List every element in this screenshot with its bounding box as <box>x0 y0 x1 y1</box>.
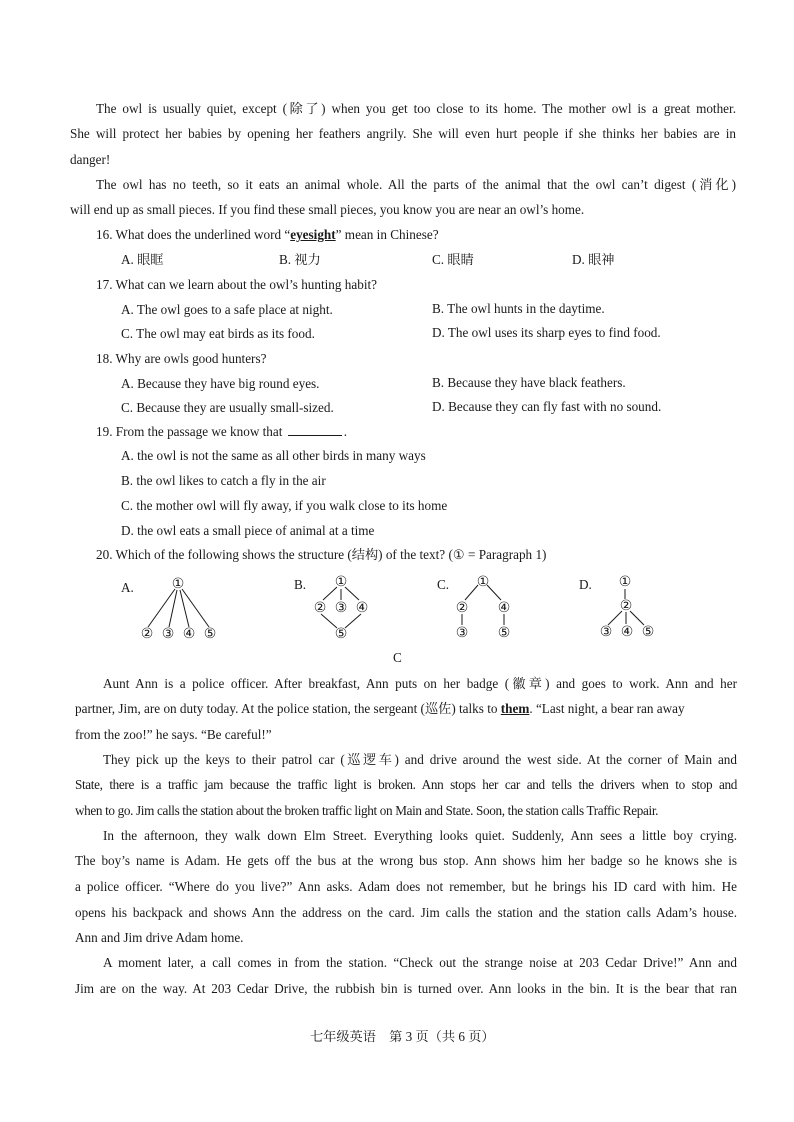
q19-option-b[interactable]: B. the owl likes to catch a fly in the air <box>121 473 326 488</box>
diagram-d-node-5: ⑤ <box>641 624 655 640</box>
q18-option-a[interactable]: A. Because they have big round eyes. <box>121 376 320 391</box>
section-c-p2-line2: State, there is a traffic jam because the traffic light is broken. Ann stops her car and tells the drivers when to stop and <box>75 777 737 792</box>
q20-option-a-label[interactable]: A. <box>121 580 134 595</box>
q17-option-b[interactable]: B. The owl hunts in the daytime. <box>432 301 605 316</box>
diagram-b-node-3: ③ <box>334 600 348 616</box>
section-c-p1-line2-pre: partner, Jim, are on duty today. At the police station, the sergeant (巡佐) talks to <box>75 701 498 716</box>
passage-b-p1-line3: danger! <box>70 152 111 167</box>
diagram-d-node-4: ④ <box>620 624 634 640</box>
diagram-a[interactable] <box>148 589 209 627</box>
diagram-b-node-1: ① <box>334 574 348 590</box>
section-c-p1-line1: Aunt Ann is a police officer. After breakfast, Ann puts on her badge (徽章) and goes to work. Ann and her <box>103 676 737 691</box>
q20-option-d-label[interactable]: D. <box>579 577 592 592</box>
q18-option-b[interactable]: B. Because they have black feathers. <box>432 375 626 390</box>
diagram-d-node-1: ① <box>618 574 632 590</box>
q17-option-c[interactable]: C. The owl may eat birds as its food. <box>121 326 315 341</box>
section-c-p4-line2: Jim are on the way. At 203 Cedar Drive, the rubbish bin is turned over. Ann looks in the bin. It is the bear that ran <box>75 981 737 996</box>
diagram-a-node-2: ② <box>140 626 154 642</box>
passage-b-p1-line2: She will protect her babies by opening her feathers angrily. She will even hurt people if she thinks her babies are in <box>70 126 736 141</box>
diagram-b-node-2: ② <box>313 600 327 616</box>
diagram-a-node-4: ④ <box>182 626 196 642</box>
diagram-b-node-4: ④ <box>355 600 369 616</box>
q20-stem: 20. Which of the following shows the structure (结构) of the text? (① = Paragraph 1) <box>96 547 547 562</box>
section-c-p1-line2-post: . “Last night, a bear ran away <box>529 701 685 716</box>
diagram-a-node-5: ⑤ <box>203 626 217 642</box>
section-c-heading: C <box>393 650 402 665</box>
diagram-d-node-3: ③ <box>599 624 613 640</box>
q20-option-c-label[interactable]: C. <box>437 577 450 592</box>
diagram-d-node-2: ② <box>619 598 633 614</box>
section-c-p2-line3: when to go. Jim calls the station about the broken traffic light on Main and State. Soon, the station calls Traffic Repair. <box>75 803 659 818</box>
diagram-c-node-3: ③ <box>455 625 469 641</box>
q16-option-d[interactable]: D. 眼神 <box>572 252 615 267</box>
q16-option-c[interactable]: C. 眼睛 <box>432 252 474 267</box>
section-c-p3-line3: a police officer. “Where do you live?” Ann asks. Adam does not remember, but he brings his ID card with him. He <box>75 879 737 894</box>
q18-option-d[interactable]: D. Because they can fly fast with no sound. <box>432 399 662 414</box>
section-c-p4-line1: A moment later, a call comes in from the station. “Check out the strange noise at 203 Cedar Drive!” Ann and <box>103 955 737 970</box>
diagram-c-node-5: ⑤ <box>497 625 511 641</box>
section-c-p2-line1: They pick up the keys to their patrol car (巡逻车) and drive around the west side. At the corner of Main and <box>103 752 737 767</box>
section-c-p3-line5: Ann and Jim drive Adam home. <box>75 930 244 945</box>
q16-stem-post: ” mean in Chinese? <box>335 227 439 242</box>
q19-option-c[interactable]: C. the mother owl will fly away, if you walk close to its home <box>121 498 448 513</box>
section-c-p3-line1: In the afternoon, they walk down Elm Street. Everything looks quiet. Suddenly, Ann sees a little boy crying. <box>103 828 737 843</box>
q19-stem-post: . <box>343 424 348 439</box>
q19-option-a[interactable]: A. the owl is not the same as all other birds in many ways <box>121 448 426 463</box>
diagram-a-node-1: ① <box>171 576 185 592</box>
q19-option-d[interactable]: D. the owl eats a small piece of animal at a time <box>121 523 375 538</box>
section-c-p1-line2 <box>75 701 685 717</box>
section-c-underlined-word: them <box>500 701 530 716</box>
section-c-p3-line2: The boy’s name is Adam. He gets off the bus at the wrong bus stop. Ann shows him her badge so he knows she is <box>75 853 737 868</box>
passage-b-p1-line1: The owl is usually quiet, except (除了) when you get too close to its home. The mother owl is a great mother. <box>96 101 736 116</box>
page-footer: 七年级英语 第 3 页（共 6 页） <box>310 1029 495 1044</box>
passage-b-p2-line1: The owl has no teeth, so it eats an animal whole. All the parts of the animal that the owl can’t digest (消化) <box>96 177 736 192</box>
diagram-c-node-1: ① <box>476 574 490 590</box>
q17-option-d[interactable]: D. The owl uses its sharp eyes to find food. <box>432 325 661 340</box>
q16-option-a[interactable]: A. 眼眶 <box>121 252 164 267</box>
diagram-c-node-2: ② <box>455 600 469 616</box>
q16-stem-pre: 16. What does the underlined word “ <box>96 227 291 242</box>
q18-stem: 18. Why are owls good hunters? <box>96 351 267 366</box>
section-c-p1-line3: from the zoo!” he says. “Be careful!” <box>75 727 272 742</box>
diagram-b-node-5: ⑤ <box>334 626 348 642</box>
section-c-p3-line4: opens his backpack and shows Ann the address on the card. Jim calls the station and the station calls Adam’s house. <box>75 905 737 920</box>
passage-b-p2-line2: will end up as small pieces. If you find these small pieces, you know you are near an owl’s home. <box>70 202 585 217</box>
q18-option-c[interactable]: C. Because they are usually small-sized. <box>121 400 334 415</box>
q19-stem-pre: 19. From the passage we know that <box>96 424 283 439</box>
q17-option-a[interactable]: A. The owl goes to a safe place at night. <box>121 302 333 317</box>
q16-underlined-word: eyesight <box>290 227 336 242</box>
q16-option-b[interactable]: B. 视力 <box>279 252 321 267</box>
diagram-c-node-4: ④ <box>497 600 511 616</box>
q20-option-b-label[interactable]: B. <box>294 577 307 592</box>
diagram-a-node-3: ③ <box>161 626 175 642</box>
q17-stem: 17. What can we learn about the owl’s hunting habit? <box>96 277 378 292</box>
